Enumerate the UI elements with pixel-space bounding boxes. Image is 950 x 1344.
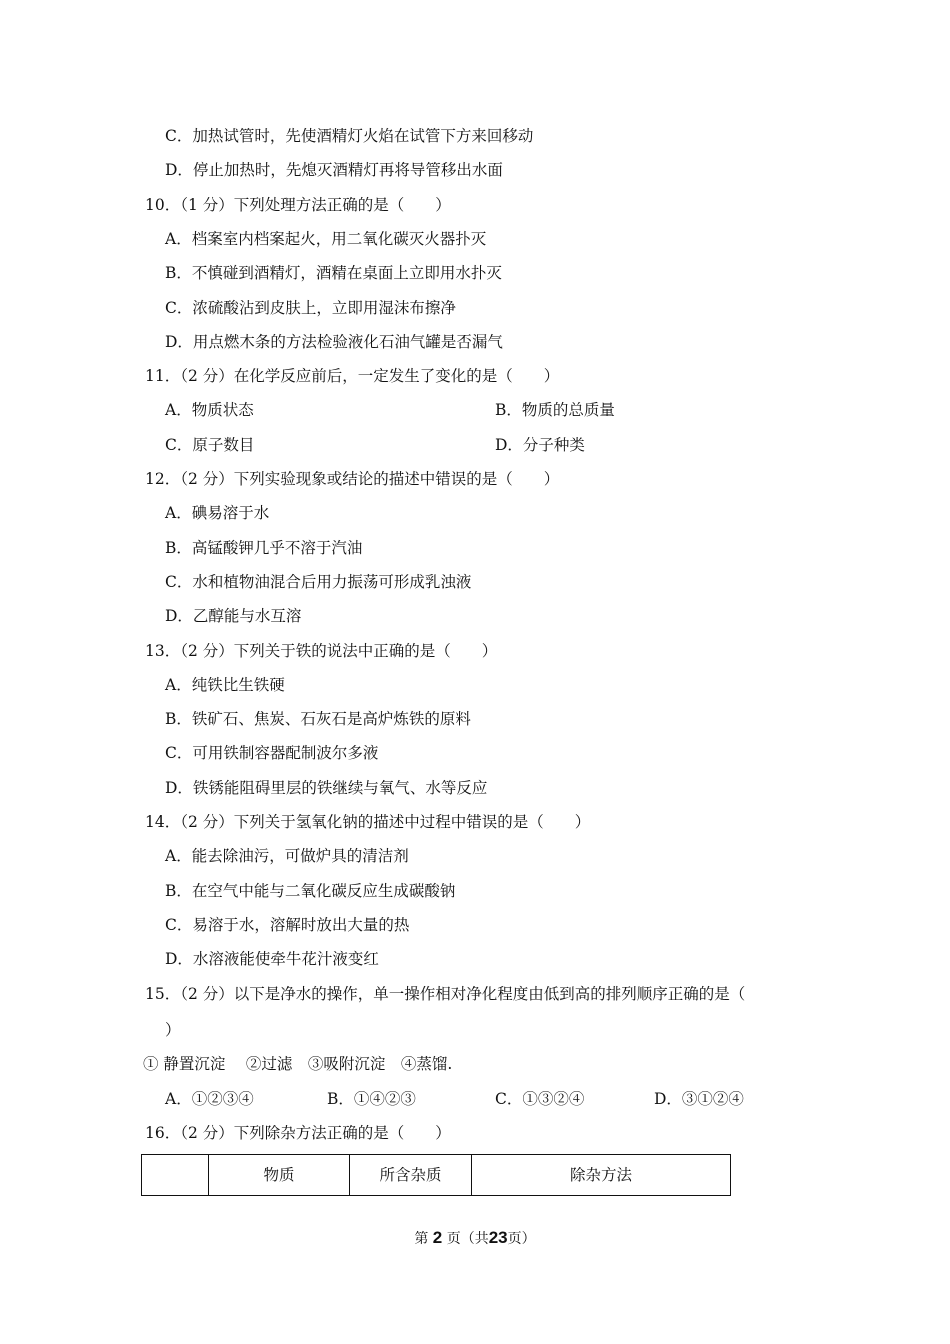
q12-stem: 12．（2 分）下列实验现象或结论的描述中错误的是（ ） xyxy=(145,470,560,488)
q9-option-d: D．停止加热时，先熄灭酒精灯再将导管移出水面 xyxy=(165,161,503,179)
table-header-cell xyxy=(142,1155,209,1196)
table-header-row xyxy=(142,1155,731,1196)
q13-option-c: C．可用铁制容器配制波尔多液 xyxy=(165,744,379,762)
q15-stem: 15．（2 分）以下是净水的操作，单一操作相对净化程度由低到高的排列顺序正确的是（ xyxy=(145,985,746,1003)
q13-option-b: B．铁矿石、焦炭、石灰石是高炉炼铁的原料 xyxy=(165,710,471,728)
q16-stem: 16．（2 分）下列除杂方法正确的是（ ） xyxy=(145,1124,451,1142)
q13-stem: 13．（2 分）下列关于铁的说法中正确的是（ ） xyxy=(145,642,498,660)
table-header-cell: 除杂方法 xyxy=(472,1155,731,1196)
q15-option-b: B．①④②③ xyxy=(327,1090,416,1108)
q15-option-d: D．③①②④ xyxy=(654,1090,744,1108)
q11-option-a: A．物质状态 xyxy=(165,401,254,419)
q10-stem: 10．（1 分）下列处理方法正确的是（ ） xyxy=(145,196,451,214)
q15-operations-list: ① 静置沉淀 ②过滤 ③吸附沉淀 ④蒸馏. xyxy=(143,1055,453,1073)
q11-option-d: D．分子种类 xyxy=(495,436,585,454)
q14-option-d: D．水溶液能使牵牛花汁液变红 xyxy=(165,950,379,968)
q12-option-c: C．水和植物油混合后用力振荡可形成乳浊液 xyxy=(165,573,472,591)
q12-option-b: B．高锰酸钾几乎不溶于汽油 xyxy=(165,539,363,557)
footer-page-number: 2 xyxy=(432,1228,443,1247)
q14-option-a: A．能去除油污，可做炉具的清洁剂 xyxy=(165,847,409,865)
q15-option-c: C．①③②④ xyxy=(495,1090,585,1108)
q11-option-c: C．原子数目 xyxy=(165,436,255,454)
q10-option-a: A．档案室内档案起火，用二氧化碳灭火器扑灭 xyxy=(165,230,487,248)
footer-prefix: 第 xyxy=(414,1231,429,1247)
table-header-cell: 所含杂质 xyxy=(350,1155,472,1196)
page-footer xyxy=(0,1228,950,1249)
table-header-cell: 物质 xyxy=(209,1155,350,1196)
q12-option-d: D．乙醇能与水互溶 xyxy=(165,607,302,625)
q12-option-a: A．碘易溶于水 xyxy=(165,504,270,522)
footer-suffix: 页） xyxy=(507,1231,536,1247)
q15-stem-continued: ） xyxy=(165,1021,181,1039)
q10-option-d: D．用点燃木条的方法检验液化石油气罐是否漏气 xyxy=(165,333,503,351)
q13-option-d: D．铁锈能阻碍里层的铁继续与氧气、水等反应 xyxy=(165,779,488,797)
q15-option-a: A．①②③④ xyxy=(165,1090,254,1108)
q14-stem: 14．（2 分）下列关于氢氧化钠的描述中过程中错误的是（ ） xyxy=(145,813,591,831)
q13-option-a: A．纯铁比生铁硬 xyxy=(165,676,285,694)
footer-mid: 页（共 xyxy=(446,1231,489,1247)
q10-option-c: C．浓硫酸沾到皮肤上，立即用湿沫布擦净 xyxy=(165,299,456,317)
q9-option-c: C．加热试管时，先使酒精灯火焰在试管下方来回移动 xyxy=(165,127,534,145)
q11-option-b: B．物质的总质量 xyxy=(495,401,615,419)
q11-stem: 11．（2 分）在化学反应前后，一定发生了变化的是（ ） xyxy=(145,367,560,385)
q14-option-b: B．在空气中能与二氧化碳反应生成碳酸钠 xyxy=(165,882,456,900)
footer-total-pages: 23 xyxy=(488,1228,508,1247)
q16-table xyxy=(141,1154,731,1196)
q14-option-c: C．易溶于水，溶解时放出大量的热 xyxy=(165,916,410,934)
q10-option-b: B．不慎碰到酒精灯，酒精在桌面上立即用水扑灭 xyxy=(165,264,502,282)
